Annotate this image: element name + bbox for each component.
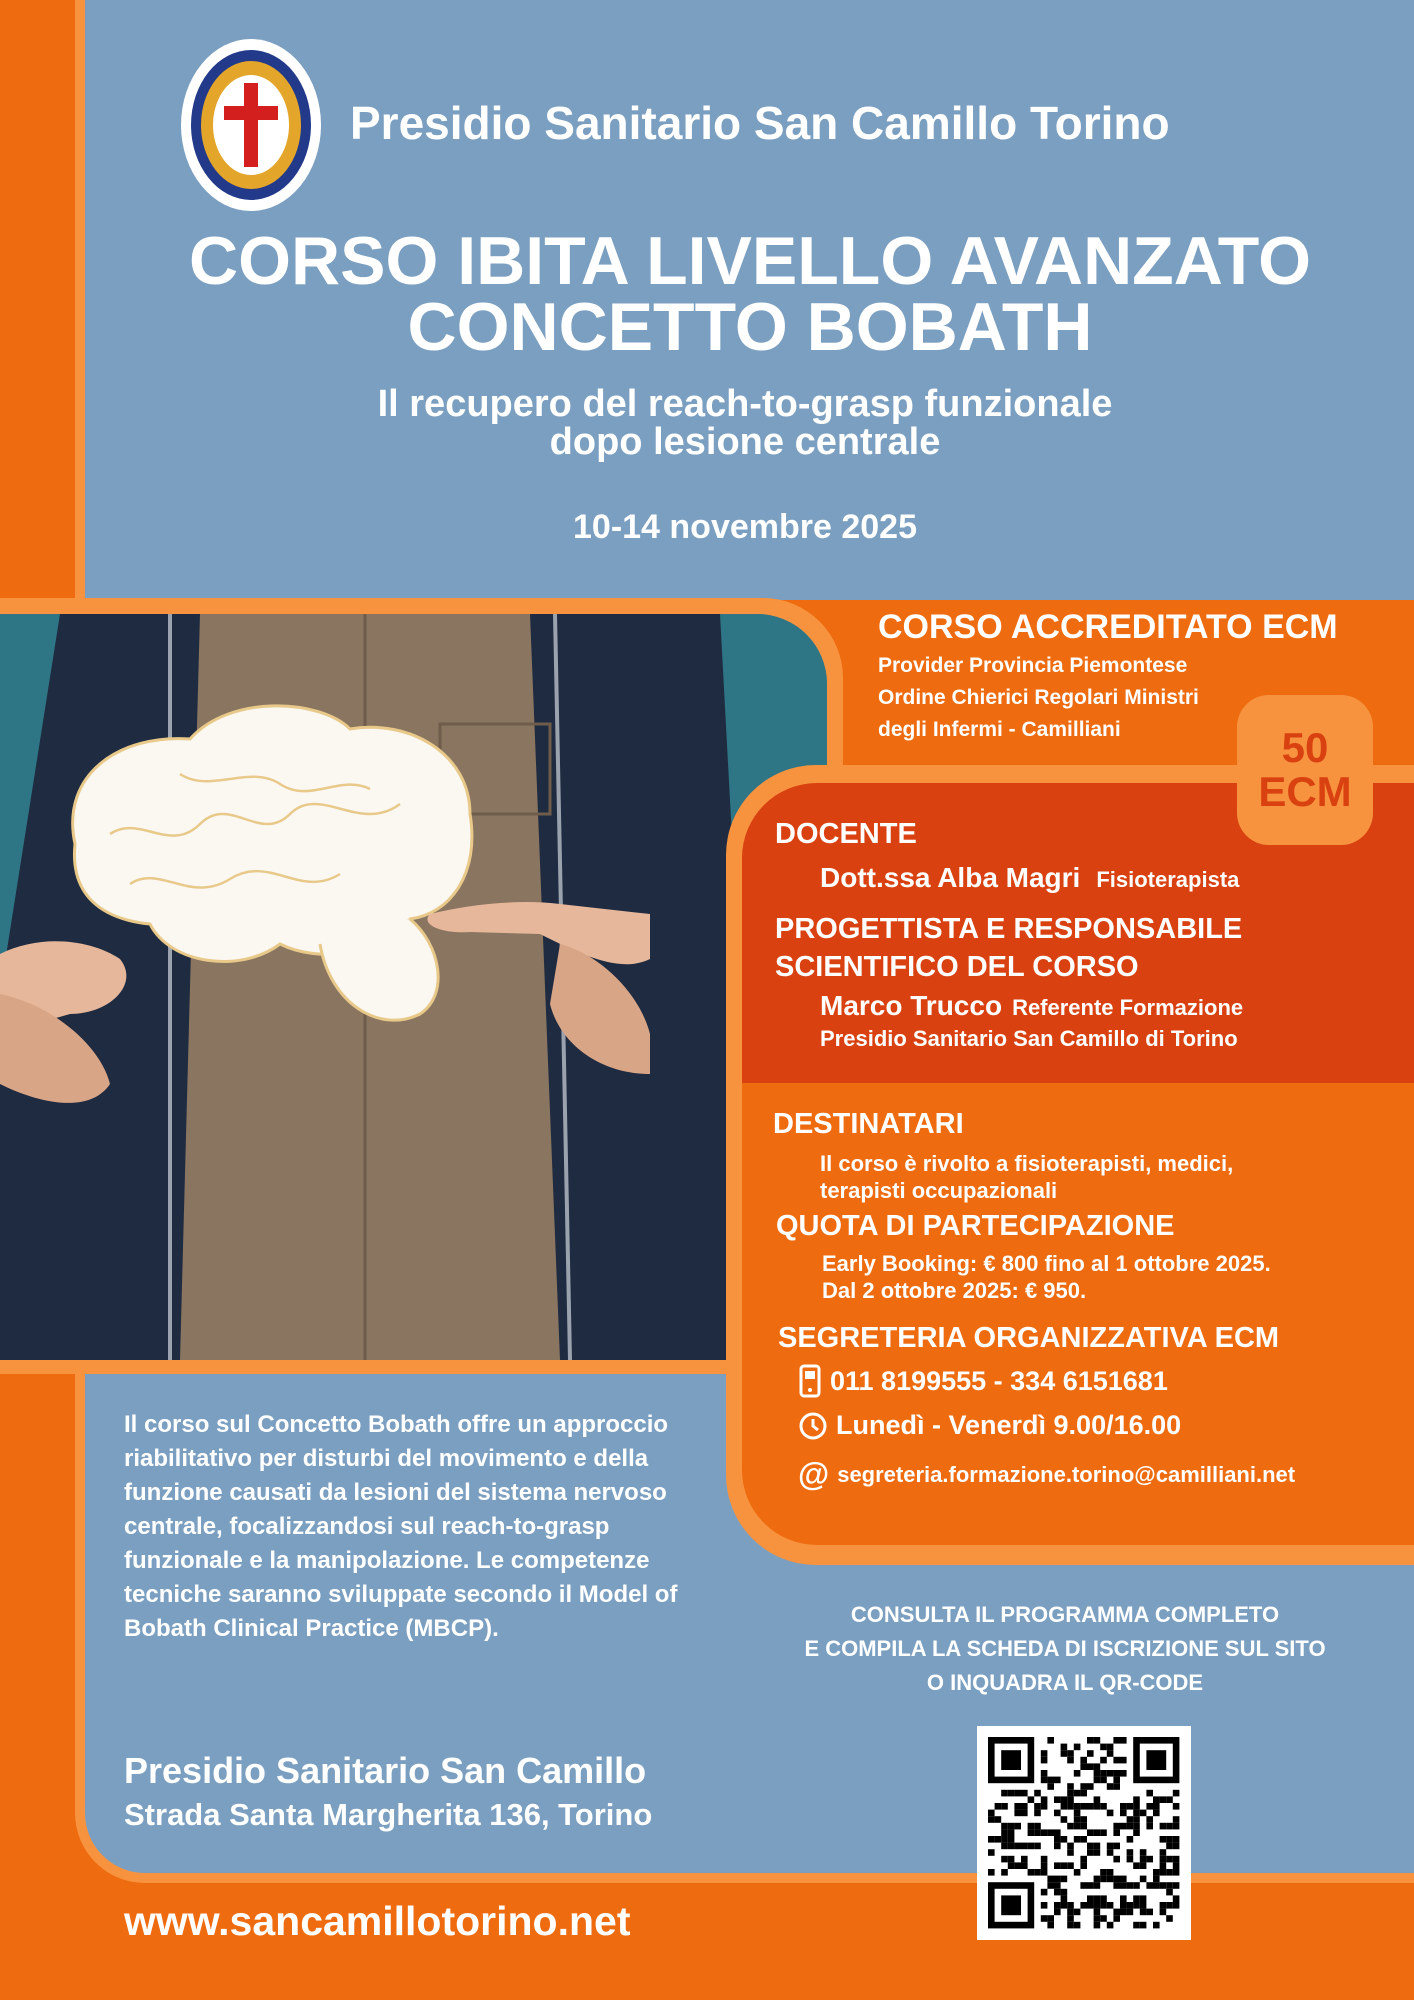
docente-row <box>820 862 1239 894</box>
destinatari-line2: terapisti occupazionali <box>820 1178 1058 1203</box>
accreditation-line: Provider Provincia Piemontese <box>878 654 1188 677</box>
segreteria-label: SEGRETERIA ORGANIZZATIVA ECM <box>778 1322 1280 1354</box>
location-name: Presidio Sanitario San Camillo <box>124 1750 647 1791</box>
destinatari-label: DESTINATARI <box>773 1108 964 1140</box>
email-address[interactable]: segreteria.formazione.torino@camilliani.net <box>837 1461 1296 1487</box>
quota-label: QUOTA DI PARTECIPAZIONE <box>776 1210 1175 1242</box>
subtitle-line2: dopo lesione centrale <box>549 421 941 463</box>
website-link[interactable]: www.sancamillotorino.net <box>124 1898 631 1944</box>
course-title-line1: CORSO IBITA LIVELLO AVANZATO <box>189 223 1311 299</box>
phone-icon <box>798 1364 822 1398</box>
accreditation-line: Ordine Chierici Regolari Ministri <box>878 686 1199 709</box>
brain-photo <box>0 614 827 1360</box>
course-title <box>100 223 1400 365</box>
course-date: 10-14 novembre 2025 <box>573 508 917 546</box>
subtitle-line1: Il recupero del reach-to-grasp funzionale <box>377 383 1113 425</box>
consult-line1: CONSULTA IL PROGRAMMA COMPLETO <box>850 1602 1280 1627</box>
qr-code-icon[interactable] <box>977 1726 1191 1940</box>
ecm-unit: ECM <box>1258 768 1352 815</box>
docente-label: DOCENTE <box>775 818 917 850</box>
progettista-org: Presidio Sanitario San Camillo di Torino <box>820 1026 1238 1051</box>
location-address: Strada Santa Margherita 136, Torino <box>124 1797 653 1832</box>
destinatari-text <box>820 1150 1233 1204</box>
phone-row <box>798 1364 1168 1398</box>
clock-icon <box>798 1411 828 1441</box>
consult-line3: O INQUADRA IL QR-CODE <box>926 1670 1204 1695</box>
progettista-name: Marco Trucco <box>820 990 1003 1021</box>
destinatari-line1: Il corso è rivolto a fisioterapisti, medici, <box>820 1151 1234 1176</box>
hours-row <box>798 1410 1181 1441</box>
progettista-row <box>820 990 1243 1022</box>
camilliani-logo-icon <box>180 38 322 213</box>
progettista-role: Referente Formazione <box>1012 995 1244 1020</box>
course-description: Il corso sul Concetto Bobath offre un approccio riabilitativo per disturbi del movimento e della funzione causati da lesioni del sistema nervoso centrale, focalizzandosi sul reach-to-grasp funzionale e la manipolazione. Le competenze tecniche saranno sviluppate secondo il Model of Bobath Clinical Practice (MBCP). <box>124 1411 678 1642</box>
docente-name: Dott.ssa Alba Magri <box>820 862 1081 893</box>
organization-title: Presidio Sanitario San Camillo Torino <box>350 97 1170 149</box>
at-icon: @ <box>798 1456 830 1492</box>
progettista-label-line1: PROGETTISTA E RESPONSABILE <box>775 913 1243 945</box>
email-row <box>798 1456 1295 1493</box>
quota-text <box>822 1250 1271 1304</box>
accreditation-title: CORSO ACCREDITATO ECM <box>878 608 1338 646</box>
accreditation-line: degli Infermi - Camilliani <box>878 718 1121 741</box>
quota-line1: Early Booking: € 800 fino al 1 ottobre 2025. <box>822 1251 1271 1276</box>
phone-number[interactable]: 011 8199555 - 334 6151681 <box>830 1365 1168 1396</box>
consult-text <box>750 1598 1380 1700</box>
quota-line2: Dal 2 ottobre 2025: € 950. <box>822 1278 1087 1303</box>
docente-role: Fisioterapista <box>1096 867 1240 892</box>
course-title-line2: CONCETTO BOBATH <box>407 289 1093 365</box>
progettista-label <box>775 910 1242 986</box>
progettista-label-line2: SCIENTIFICO DEL CORSO <box>775 951 1139 983</box>
ecm-badge <box>1237 695 1373 845</box>
course-subtitle <box>150 385 1340 461</box>
ecm-value: 50 <box>1281 724 1329 771</box>
office-hours: Lunedì - Venerdì 9.00/16.00 <box>836 1410 1182 1440</box>
consult-line2: E COMPILA LA SCHEDA DI ISCRIZIONE SUL SITO <box>804 1636 1326 1661</box>
